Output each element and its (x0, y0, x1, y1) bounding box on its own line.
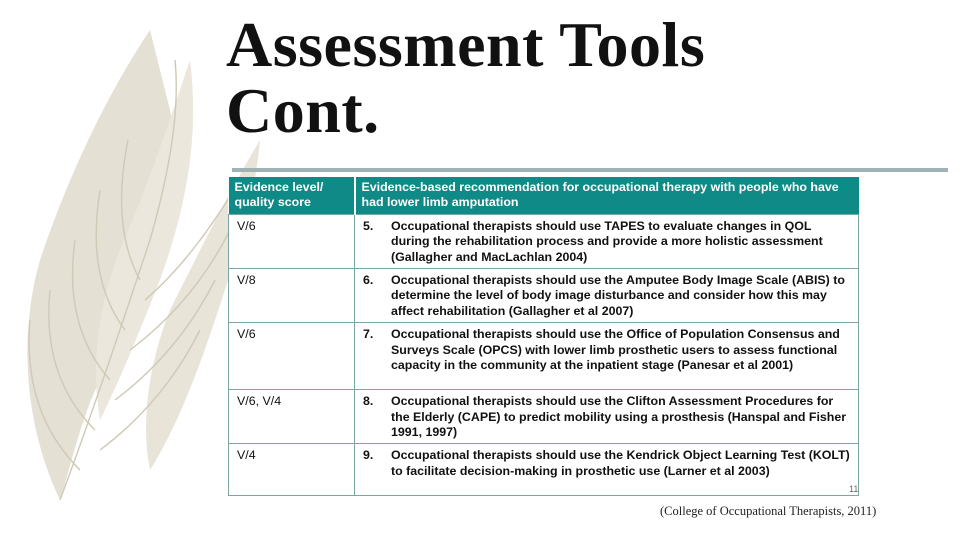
table-row (229, 390, 859, 444)
recommendation-cell (355, 390, 859, 444)
table-row (229, 444, 859, 496)
evidence-level-cell: V/4 (229, 444, 355, 496)
title-line-1: Assessment Tools (226, 9, 706, 80)
citation: (College of Occupational Therapists, 2011) (660, 504, 877, 518)
table-row (229, 269, 859, 323)
recommendation-number: 7. (363, 327, 374, 342)
evidence-level-cell: V/6 (229, 214, 355, 268)
recommendation-number: 9. (363, 448, 374, 463)
title-divider (232, 168, 948, 172)
recommendation-text: Occupational therapists should use TAPES to evaluate changes in QOL during the rehabilitation process and provide a more holistic assessment (Gallagher and MacLachlan 2004) (391, 218, 823, 264)
slide-title (226, 9, 706, 146)
recommendation-number: 5. (363, 218, 374, 233)
header-evidence-level: Evidence level/ quality score (229, 177, 355, 214)
recommendation-number: 6. (363, 273, 374, 288)
recommendation-text: Occupational therapists should use the Clifton Assessment Procedures for the Elderly (CAPE) to predict mobility using a prosthesis (Hanspal and Fisher 1991, 1997) (391, 394, 847, 440)
recommendation-text: Occupational therapists should use the Office of Population Consensus and Surveys Scale (OPCS) with lower limb prosthetic users to assess functional capacity in the community at the inpatient stage (Panesar et al 2001) (391, 327, 840, 373)
recommendation-cell (355, 214, 859, 268)
evidence-level-cell: V/8 (229, 269, 355, 323)
recommendation-number: 8. (363, 394, 374, 409)
header-recommendation: Evidence-based recommendation for occupational therapy with people who have had lower limb amputation (355, 177, 859, 214)
evidence-table-image (228, 177, 858, 490)
recommendation-cell (355, 323, 859, 390)
recommendation-text: Occupational therapists should use the Amputee Body Image Scale (ABIS) to determine the level of body image disturbance and consider how this may affect rehabilitation (Gallagher et al 2007) (391, 273, 845, 318)
page-number: 11 (849, 484, 859, 494)
evidence-level-cell: V/6, V/4 (229, 390, 355, 444)
recommendation-text: Occupational therapists should use the Kendrick Object Learning Test (KOLT) to facilitate decision-making in prosthetic use (Larner et al 2003) (391, 448, 850, 478)
evidence-level-cell: V/6 (229, 323, 355, 390)
table-row (229, 214, 859, 268)
recommendation-cell (355, 269, 859, 323)
evidence-table (228, 177, 859, 496)
table-row (229, 323, 859, 390)
table-header-row (229, 177, 859, 214)
title-line-2: Cont. (226, 75, 380, 146)
recommendation-cell (355, 444, 859, 496)
